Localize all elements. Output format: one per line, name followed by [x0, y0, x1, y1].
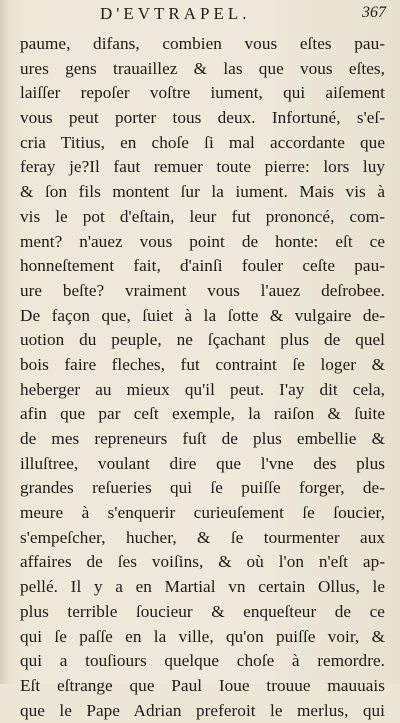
page-number: 367 [362, 4, 386, 21]
text-line: vous peut porter tous deux. Infortuné, s'eſ- [20, 108, 385, 128]
text-line: ment? n'auez vous point de honte: eſt ce [20, 231, 385, 251]
text-line: Eſt eſtrange que Paul Ioue trouue mauuais [20, 675, 385, 695]
text-line: De façon que, ſuiet à la ſotte & vulgaire de- [20, 305, 385, 325]
text-line: uotion du peuple, ne ſçachant plus de quel [20, 330, 385, 350]
text-line: afin que par ceſt exemple, la raiſon & ſuite [20, 404, 385, 424]
running-head: D'EVTRAPEL. [100, 4, 251, 23]
text-line: grandes reſueries qui ſe puiſſe forger, de- [20, 478, 385, 498]
text-line: laiſſer repoſer voſtre iument, qui aiſement [20, 83, 385, 103]
text-line: paume, difans, combien vous eſtes pau- [20, 34, 385, 53]
text-line: ures gens trauaillez & las que vous eſtes, [20, 58, 385, 78]
text-line: vis le pot d'eſtain, leur fut prononcé, com- [20, 206, 385, 226]
body-text [20, 32, 385, 723]
text-line: & ſon fils montent ſur la iument. Mais vis à [20, 182, 385, 202]
text-line: pellé. Il y a en Martial vn certain Ollus, le [20, 577, 385, 597]
text-line: que le Pape Adrian preferoit le merlus, qui [20, 700, 385, 720]
text-line: feray je?Il faut remuer toute pierre: lors luy [20, 157, 385, 177]
text-line: qui a touſiours quelque choſe à remordre. [20, 651, 385, 671]
text-line: cria Titius, en choſe ſi mal accordante que [20, 132, 385, 152]
text-line: bois faire fleches, fut contraint ſe loger & [20, 354, 385, 374]
text-line: meure à s'enquerir curieuſement ſe ſoucier, [20, 503, 385, 523]
text-line: heberger au mieux qu'il peut. I'ay dit cela, [20, 379, 385, 399]
text-line: honneſtement fait, d'ainſi fouler ceſte pau- [20, 256, 385, 276]
text-line: affaires de ſes voiſins, & où l'on n'eſt ap- [20, 552, 385, 572]
text-line: illuſtree, voulant dire que l'vne des plus [20, 453, 385, 473]
text-line: qui ſe paſſe en la ville, qu'on puiſſe voir, & [20, 626, 385, 646]
text-line: s'empeſcher, hucher, & ſe tourmenter aux [20, 527, 385, 547]
page-header [100, 4, 386, 26]
text-line: de mes repreneurs fuſt de plus embellie & [20, 429, 385, 448]
text-line: plus terrible ſoucieur & enqueſteur de ce [20, 601, 385, 621]
text-line: ure beſte? vraiment vous l'auez deſrobee. [20, 280, 385, 300]
